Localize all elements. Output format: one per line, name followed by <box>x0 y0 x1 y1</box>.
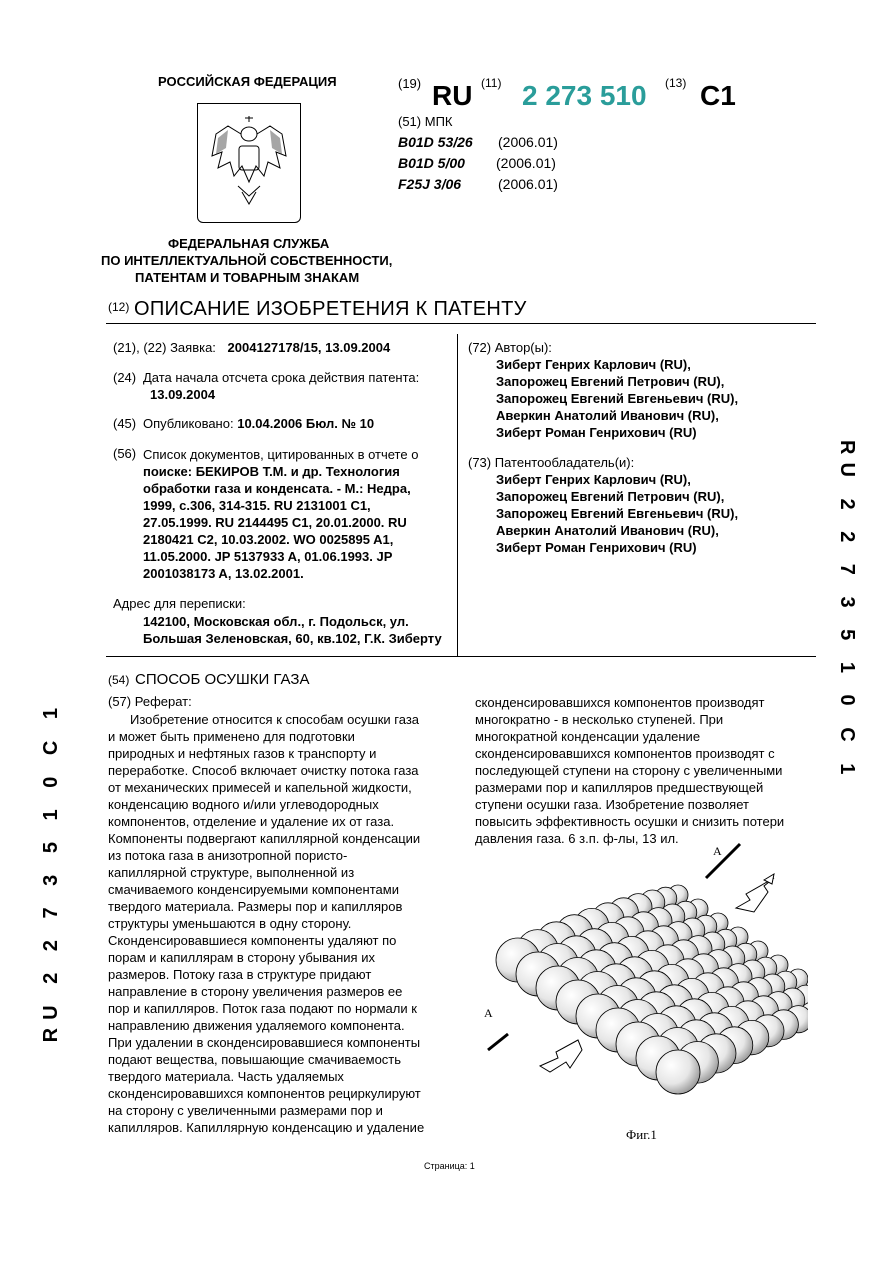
eagle-icon <box>198 104 300 222</box>
sphere <box>656 1050 700 1094</box>
document-title: ОПИСАНИЕ ИЗОБРЕТЕНИЯ К ПАТЕНТУ <box>134 298 527 320</box>
code-12: (12) <box>108 300 130 314</box>
section-line-bottom <box>488 1034 508 1050</box>
references-list: Список документов, цитированных в отчете о поиске: БЕКИРОВ Т.М. и др. Технология обработки газа и конденсата. - М.: Недра, 1999, с.306, 314-315. RU 2131001 C1, 27.05.1999. RU 2144495 C1, 20.01.2000. RU 2180421 C2, 10.03.2002. WO 0025895 A1, 11.05.2000. JP 5137933 A, 01.06.1993. JP 2001038173 A, 13.02.2001. <box>143 447 419 581</box>
sphere-packing-illustration <box>478 840 808 1130</box>
mpk-label: МПК <box>424 114 453 129</box>
mpk-row <box>398 114 453 130</box>
figure-caption: Фиг.1 <box>626 1127 657 1142</box>
invention-title: СПОСОБ ОСУШКИ ГАЗА <box>135 671 310 688</box>
published-row: (45) Опубликовано: 10.04.2006 Бюл. № 10 <box>113 416 375 431</box>
office-line-2: ПО ИНТЕЛЛЕКТУАЛЬНОЙ СОБСТВЕННОСТИ, <box>101 253 393 268</box>
ipc-item: B01D 5/00 (2006.01) <box>398 155 556 171</box>
office-line-3: ПАТЕНТАМ И ТОВАРНЫМ ЗНАКАМ <box>135 270 360 285</box>
biblio-column-divider <box>457 334 458 656</box>
owner-item: Запорожец Евгений Евгеньевич (RU), <box>496 506 739 521</box>
ipc-item: F25J 3/06 (2006.01) <box>398 176 558 192</box>
start-date-row: (24) Дата начала отсчета срока действия патента: <box>113 370 420 385</box>
references-code: (56) <box>113 446 137 461</box>
author-item: Запорожец Евгений Евгеньевич (RU), <box>496 391 739 406</box>
owners-list <box>496 471 738 556</box>
side-code-right: RU 2 2 7 3 5 1 0 C 1 <box>836 440 858 783</box>
office-line-1: ФЕДЕРАЛЬНАЯ СЛУЖБА <box>168 236 330 251</box>
author-item: Запорожец Евгений Петрович (RU), <box>496 374 725 389</box>
patent-number: 2 273 510 <box>522 80 647 111</box>
owner-item: Зиберт Роман Генрихович (RU) <box>496 540 697 555</box>
ipc-list <box>398 132 558 195</box>
address-label: Адрес для переписки: <box>113 596 246 611</box>
author-item: Зиберт Роман Генрихович (RU) <box>496 425 697 440</box>
address-value: 142100, Московская обл., г. Подольск, ул. Большая Зеленовская, 60, кв.102, Г.К. Зиберту <box>143 614 442 646</box>
abstract-left-column: Изобретение относится к способам осушки газа и может быть применено для подготовки природных и нефтяных газов к транспорту и переработке. Способ включает очистку потока газа от механических примесей и капельной жидкости, конденсацию водного и/или углеводородных компонентов, отделение и удаление их от газа. Компоненты подвергают капиллярной конденсации из потока газа в анизотропной пористо- капиллярной структуре, выполненной из смачиваемого конденсируемыми компонентами твердого материала. Размеры пор и капилляров структуры уменьшаются в одну сторону. Сконденсировавшиеся компоненты удаляют по порам и капиллярам в сторону убывания их размеров. Потоку газа в структуре придают направление в сторону увеличения размеров ее пор и капилляров. Поток газа подают по нормали к направлению движения удаляемого компонента. При удалении в сконденсировавшиеся компоненты подают вещества, повышающие смачиваемость твердого материала. Часть удаляемых сконденсировавшихся компонентов рециркулируют на сторону с увеличенными размерами пор и капилляров. Капиллярную конденсацию и удаление <box>108 712 425 1135</box>
author-item: Аверкин Анатолий Иванович (RU), <box>496 408 719 423</box>
owner-item: Зиберт Генрих Карлович (RU), <box>496 472 691 487</box>
code-13: (13) <box>665 76 687 90</box>
owner-item: Аверкин Анатолий Иванович (RU), <box>496 523 719 538</box>
authors-header: (72) Автор(ы): <box>468 340 552 355</box>
section-label-bottom: А <box>484 1006 493 1020</box>
spheres-layer <box>496 885 808 1094</box>
authors-list <box>496 356 738 441</box>
code-11: (11) <box>481 76 502 90</box>
page-footer: Страница: 1 <box>424 1161 475 1171</box>
country-name: РОССИЙСКАЯ ФЕДЕРАЦИЯ <box>158 74 337 89</box>
abstract-right-column: сконденсировавшихся компонентов производят многократно - в несколько ступеней. При многократной конденсации удаление сконденсировавшихся компонентов производят с последующей ступени на сторону с увеличенными размерами пор и капилляров предшествующей ступени осушки газа. Изобретение позволяет повысить эффективность осушки и снизить потери давления газа. 6 з.п. ф-лы, 13 ил. <box>475 695 785 846</box>
application-row: (21), (22) Заявка: 2004127178/15, 13.09.2004 <box>113 340 391 355</box>
owner-item: Запорожец Евгений Петрович (RU), <box>496 489 725 504</box>
author-item: Зиберт Генрих Карлович (RU), <box>496 357 691 372</box>
biblio-bottom-divider <box>106 656 816 657</box>
figure-1 <box>478 840 808 1130</box>
code-54: (54) <box>108 673 130 687</box>
code-51: (51) <box>398 114 422 129</box>
start-date-value: 13.09.2004 <box>150 387 216 402</box>
ipc-item: B01D 53/26 (2006.01) <box>398 134 558 150</box>
gas-inlet-arrow-icon <box>736 874 774 912</box>
abstract-header: (57) Реферат: <box>108 694 192 709</box>
section-line-top <box>706 844 740 878</box>
code-19: (19) <box>398 76 422 91</box>
gas-outlet-arrow-icon <box>540 1040 582 1072</box>
title-divider <box>106 323 816 324</box>
side-code-left: RU 2 2 7 3 5 1 0 C 1 <box>40 700 62 1043</box>
coat-of-arms-emblem <box>197 103 301 223</box>
country-code: RU <box>432 80 473 111</box>
section-label-top: А <box>713 844 722 858</box>
kind-code: C1 <box>700 80 736 111</box>
owners-header: (73) Патентообладатель(и): <box>468 455 635 470</box>
